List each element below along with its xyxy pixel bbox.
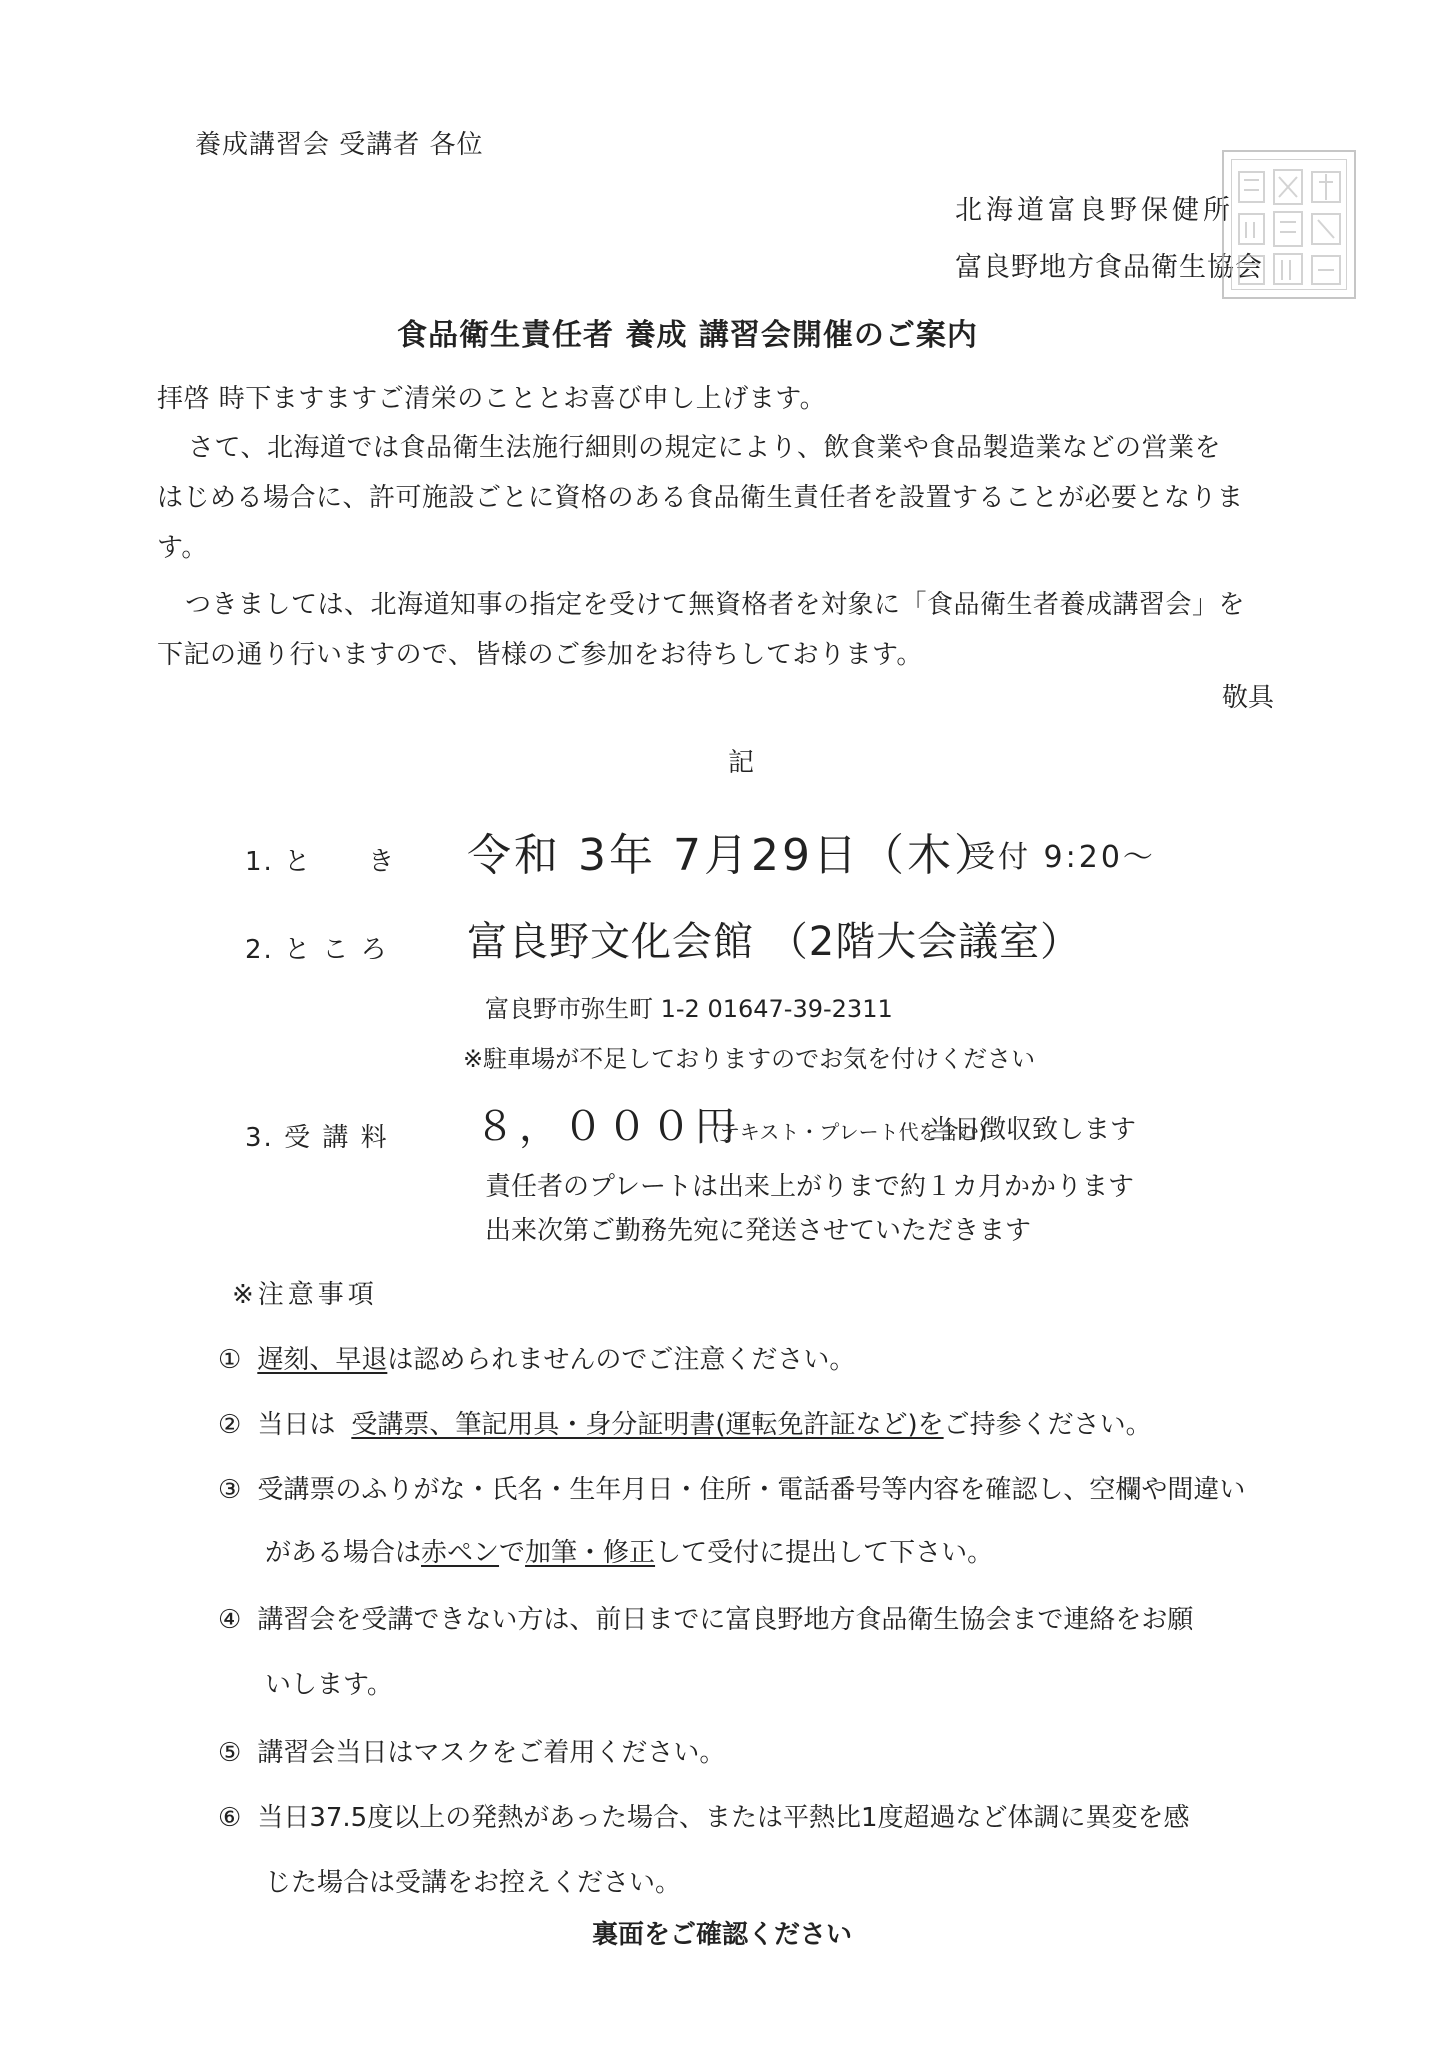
- ki-heading: 記: [728, 748, 755, 778]
- fee-value: ８，０００円: [475, 1104, 739, 1150]
- note-2-underlined: 受講票、筆記用具・身分証明書(運転免許証など)を: [351, 1410, 944, 1440]
- note-4-line-1: [218, 1605, 1193, 1636]
- note-5-number: ⑤: [218, 1738, 242, 1768]
- fee-label: 3. 受 講 料: [245, 1123, 389, 1153]
- note-6-line-2: じた場合は受講をお控えください。: [265, 1868, 682, 1898]
- note-3-number: ③: [218, 1475, 242, 1505]
- where-value: 富良野文化会館 （2階大会議室）: [467, 919, 1082, 965]
- note-1-number: ①: [218, 1345, 242, 1375]
- note-3-prefix: がある場合は: [265, 1538, 422, 1568]
- when-label: 1. と き: [245, 847, 397, 877]
- note-6-line-1: [218, 1803, 1190, 1834]
- note-3-text-1: 受講票のふりがな・氏名・生年月日・住所・電話番号等内容を確認し、空欄や間違い: [257, 1475, 1246, 1505]
- note-3-correction: 加筆・修正: [525, 1538, 656, 1568]
- reception-time: 受付 9:20～: [965, 840, 1156, 875]
- footer-see-reverse: 裏面をご確認ください: [592, 1920, 853, 1950]
- plate-note-2: 出来次第ご勤務先宛に発送させていただきます: [485, 1216, 1032, 1246]
- parking-note: ※駐車場が不足しておりますのでお気を付けください: [463, 1045, 1036, 1073]
- note-1-text: は認められませんのでご注意ください。: [387, 1345, 856, 1375]
- note-3-line-1: [218, 1475, 1245, 1506]
- venue-address: 富良野市弥生町 1-2 01647-39-2311: [485, 995, 893, 1023]
- paragraph-1-line-3: す。: [157, 533, 208, 563]
- note-1-underlined: 遅刻、早退: [257, 1345, 388, 1375]
- paragraph-2-line-2: 下記の通り行いますので、皆様のご参加をお待ちしております。: [157, 640, 923, 670]
- note-4-line-2: いします。: [265, 1670, 393, 1700]
- note-2-text: ご持参ください。: [943, 1410, 1152, 1440]
- paragraph-1-line-1: さて、北海道では食品衛生法施行細則の規定により、飲食業や食品製造業などの営業を: [188, 433, 1221, 463]
- document-title: 食品衛生責任者 養成 講習会開催のご案内: [397, 318, 978, 353]
- notes-title: ※注意事項: [232, 1280, 378, 1310]
- note-2: [218, 1410, 1152, 1441]
- note-5: [218, 1738, 725, 1769]
- official-seal-stamp: [1222, 150, 1356, 299]
- note-2-number: ②: [218, 1410, 242, 1440]
- note-2-prefix: 当日は: [257, 1410, 336, 1440]
- note-3-mid: で: [499, 1538, 526, 1568]
- addressee: 養成講習会 受講者 各位: [195, 130, 484, 160]
- note-3-line-2: [265, 1538, 993, 1569]
- note-6-number: ⑥: [218, 1803, 242, 1833]
- sender-health-center: 北海道富良野保健所: [955, 195, 1234, 226]
- note-3-rest: して受付に提出して下さい。: [655, 1538, 994, 1568]
- greeting: 拝啓 時下ますますご清栄のこととお喜び申し上げます。: [157, 384, 827, 414]
- when-value: 令和 3年 7月29日（木）: [467, 830, 1001, 881]
- closing-keigu: 敬具: [1222, 683, 1275, 713]
- paragraph-1-line-2: はじめる場合に、許可施設ごとに資格のある食品衛生責任者を設置することが必要となりま: [157, 483, 1244, 513]
- plate-note-1: 責任者のプレートは出来上がりまで約１カ月かかります: [485, 1172, 1134, 1202]
- note-1: [218, 1345, 855, 1376]
- where-label: 2. と こ ろ: [245, 935, 389, 965]
- note-5-text: 講習会当日はマスクをご着用ください。: [257, 1738, 726, 1768]
- sender-association: 富良野地方食品衛生協会: [955, 252, 1263, 283]
- note-6-text-1: 当日37.5度以上の発熱があった場合、または平熱比1度超過など体調に異変を感: [257, 1803, 1190, 1833]
- note-4-text-1: 講習会を受講できない方は、前日までに富良野地方食品衛生協会まで連絡をお願: [257, 1605, 1194, 1635]
- fee-includes: (テキスト・プレート代を含む): [712, 1120, 987, 1144]
- fee-collection: 当日徴収致します: [928, 1115, 1137, 1145]
- note-4-number: ④: [218, 1605, 242, 1635]
- note-3-red-pen: 赤ペン: [421, 1538, 500, 1568]
- paragraph-2-line-1: つきましては、北海道知事の指定を受けて無資格者を対象に「食品衛生者養成講習会」を: [185, 590, 1246, 620]
